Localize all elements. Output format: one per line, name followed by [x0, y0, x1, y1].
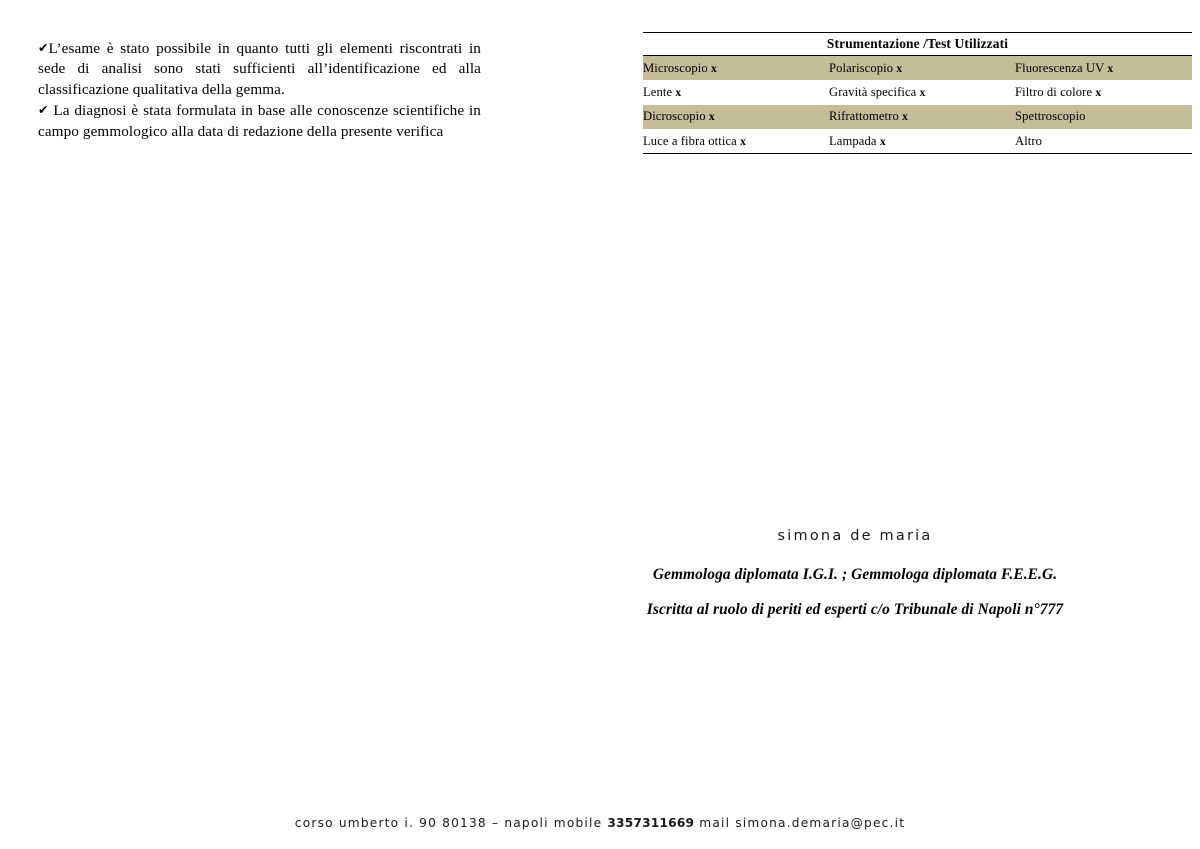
- instrumentation-tests-table: [643, 32, 1192, 154]
- signature-block: [520, 528, 1190, 636]
- table-cell: [1015, 105, 1192, 129]
- cell-label: Lente: [643, 84, 673, 99]
- footer-email: simona.demaria@pec.it: [735, 816, 906, 830]
- cell-mark: x: [675, 85, 682, 99]
- cell-mark: x: [740, 134, 747, 148]
- footer-address: corso umberto i. 90 80138 – napoli mobile: [294, 816, 608, 830]
- cell-mark: x: [879, 134, 886, 148]
- statement-paragraph-1-text: L’esame è stato possibile in quanto tutti gli elementi riscontrati in sede di analisi sono stati sufficienti all’identificazione ed alla classificazione qualitativa della gemma.: [38, 40, 481, 98]
- statement-paragraph-2-text: La diagnosi è stata formulata in base alle conoscenze scientifiche in campo gemmologico alla data di redazione della presente verifica: [38, 102, 481, 140]
- cell-mark: x: [708, 110, 715, 124]
- signature-registration: Iscritta al ruolo di periti ed esperti c/o Tribunale di Napoli n°777: [646, 601, 1064, 618]
- cell-mark: x: [896, 61, 903, 75]
- cell-label: Microscopio: [643, 60, 708, 75]
- cell-label: Luce a fibra ottica: [643, 133, 737, 148]
- table-row: [643, 56, 1192, 81]
- statement-text-block: [38, 38, 481, 142]
- table-cell: [829, 105, 1015, 129]
- table-cell: [643, 56, 829, 81]
- cell-label: Filtro di colore: [1015, 84, 1093, 99]
- checkmark-icon: ✔: [38, 40, 49, 55]
- table-title-row: [643, 33, 1192, 56]
- statement-paragraph-1: [38, 38, 481, 100]
- table-cell: [643, 80, 829, 104]
- cell-mark: x: [1095, 85, 1102, 99]
- cell-mark: x: [1107, 61, 1114, 75]
- table-cell: [1015, 80, 1192, 104]
- page-footer: [0, 816, 1200, 830]
- table-cell: [829, 80, 1015, 104]
- cell-mark: x: [902, 110, 909, 124]
- cell-label: Rifrattometro: [829, 109, 899, 124]
- cell-label: Gravità specifica: [829, 84, 917, 99]
- cell-mark: x: [919, 85, 926, 99]
- cell-label: Spettroscopio: [1015, 109, 1086, 124]
- table-cell: [643, 129, 829, 154]
- table-cell: [829, 56, 1015, 81]
- statement-paragraph-2: [38, 100, 481, 142]
- cell-label: Polariscopio: [829, 60, 894, 75]
- cell-label: Lampada: [829, 133, 877, 148]
- table-cell: [643, 105, 829, 129]
- footer-phone: 3357311669: [607, 816, 695, 830]
- cell-label: Dicroscopio: [643, 109, 706, 124]
- checkmark-icon: ✔: [38, 102, 49, 118]
- cell-mark: x: [711, 61, 717, 75]
- table-row: [643, 129, 1192, 154]
- table-title: Strumentazione /Test Utilizzati: [643, 33, 1192, 56]
- cell-label: Altro: [1015, 133, 1043, 148]
- table-row: [643, 105, 1192, 129]
- footer-mail-label: mail: [694, 816, 736, 830]
- table-cell: [1015, 56, 1192, 81]
- table-row: [643, 80, 1192, 104]
- table-cell: [1015, 129, 1192, 154]
- cell-label: Fluorescenza UV: [1015, 60, 1105, 75]
- table-cell: [829, 129, 1015, 154]
- signature-credentials: Gemmologa diplomata I.G.I. ; Gemmologa diplomata F.E.E.G.: [652, 566, 1058, 583]
- signature-name: simona de maria: [777, 528, 933, 544]
